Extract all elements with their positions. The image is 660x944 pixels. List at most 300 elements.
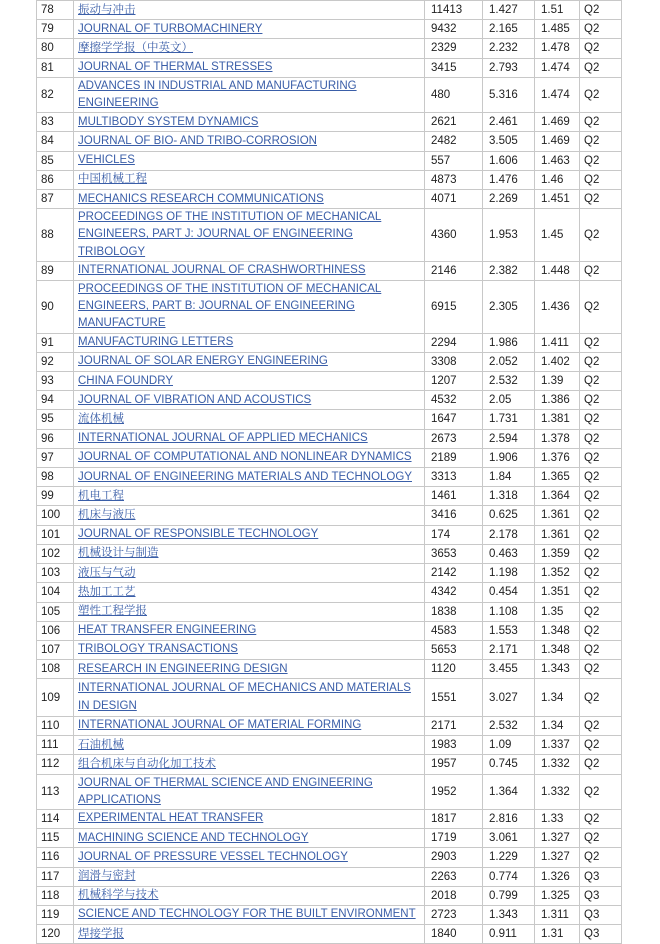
journal-link[interactable]: INTERNATIONAL JOURNAL OF CRASHWORTHINESS [78, 264, 366, 277]
score-cell: 1.51 [535, 1, 580, 20]
journal-link[interactable]: INTERNATIONAL JOURNAL OF MATERIAL FORMING [78, 719, 362, 732]
journal-link[interactable]: PROCEEDINGS OF THE INSTITUTION OF MECHANICAL ENGINEERS, PART B: JOURNAL OF ENGINEERING MANUFACTURE [78, 283, 382, 330]
journal-name-cell [74, 525, 425, 544]
score-cell: 1.311 [535, 905, 580, 924]
impact-factor-cell: 2.816 [483, 809, 535, 828]
rank-cell: 92 [37, 352, 74, 371]
score-cell: 1.485 [535, 20, 580, 39]
journal-name-cell [74, 544, 425, 563]
table-row [37, 20, 622, 39]
journal-name-cell [74, 640, 425, 659]
journal-link[interactable]: 机床与液压 [78, 508, 136, 521]
score-cell: 1.436 [535, 281, 580, 334]
impact-factor-cell: 1.343 [483, 905, 535, 924]
table-row [37, 679, 622, 717]
score-cell: 1.343 [535, 660, 580, 679]
score-cell: 1.326 [535, 867, 580, 886]
score-cell: 1.337 [535, 736, 580, 755]
quartile-cell: Q2 [580, 352, 622, 371]
impact-factor-cell: 2.165 [483, 20, 535, 39]
impact-factor-cell: 2.269 [483, 190, 535, 209]
score-cell: 1.448 [535, 261, 580, 280]
quartile-cell: Q2 [580, 132, 622, 151]
table-row [37, 113, 622, 132]
quartile-cell: Q2 [580, 640, 622, 659]
quartile-cell: Q2 [580, 1, 622, 20]
citations-cell: 2263 [425, 867, 483, 886]
impact-factor-cell: 2.532 [483, 716, 535, 735]
table-row [37, 77, 622, 112]
impact-factor-cell: 1.476 [483, 170, 535, 189]
journal-link[interactable]: JOURNAL OF BIO- AND TRIBO-CORROSION [78, 134, 317, 147]
impact-factor-cell: 2.793 [483, 58, 535, 77]
citations-cell: 3313 [425, 468, 483, 487]
citations-cell: 1120 [425, 660, 483, 679]
journal-ranking-table [36, 0, 622, 944]
quartile-cell: Q2 [580, 209, 622, 262]
score-cell: 1.31 [535, 925, 580, 944]
quartile-cell: Q2 [580, 848, 622, 867]
journal-name-cell [74, 925, 425, 944]
table-row [37, 583, 622, 602]
journal-link[interactable]: 流体机械 [78, 412, 124, 425]
rank-cell: 83 [37, 113, 74, 132]
citations-cell: 2142 [425, 564, 483, 583]
quartile-cell: Q2 [580, 58, 622, 77]
table-row [37, 867, 622, 886]
rank-cell: 118 [37, 886, 74, 905]
impact-factor-cell: 3.505 [483, 132, 535, 151]
table-row [37, 716, 622, 735]
score-cell: 1.348 [535, 640, 580, 659]
score-cell: 1.463 [535, 151, 580, 170]
table-row [37, 261, 622, 280]
table-row [37, 487, 622, 506]
table-row [37, 525, 622, 544]
rank-cell: 94 [37, 391, 74, 410]
score-cell: 1.451 [535, 190, 580, 209]
citations-cell: 2482 [425, 132, 483, 151]
table-row [37, 905, 622, 924]
rank-cell: 99 [37, 487, 74, 506]
quartile-cell: Q2 [580, 487, 622, 506]
rank-cell: 110 [37, 716, 74, 735]
rank-cell: 79 [37, 20, 74, 39]
journal-link[interactable]: JOURNAL OF THERMAL STRESSES [78, 61, 273, 74]
quartile-cell: Q2 [580, 20, 622, 39]
score-cell: 1.33 [535, 809, 580, 828]
score-cell: 1.332 [535, 774, 580, 809]
journal-name-cell [74, 660, 425, 679]
journal-name-cell [74, 20, 425, 39]
table-row [37, 352, 622, 371]
journal-link[interactable]: JOURNAL OF COMPUTATIONAL AND NONLINEAR DYNAMICS [78, 451, 412, 464]
score-cell: 1.364 [535, 487, 580, 506]
rank-cell: 117 [37, 867, 74, 886]
quartile-cell: Q2 [580, 525, 622, 544]
citations-cell: 6915 [425, 281, 483, 334]
journal-link[interactable]: JOURNAL OF SOLAR ENERGY ENGINEERING [78, 355, 328, 368]
citations-cell: 4583 [425, 621, 483, 640]
quartile-cell: Q2 [580, 774, 622, 809]
citations-cell: 5653 [425, 640, 483, 659]
score-cell: 1.327 [535, 829, 580, 848]
journal-link[interactable]: INTERNATIONAL JOURNAL OF APPLIED MECHANICS [78, 432, 368, 445]
score-cell: 1.359 [535, 544, 580, 563]
rank-cell: 78 [37, 1, 74, 20]
citations-cell: 1838 [425, 602, 483, 621]
journal-link[interactable]: 机械设计与制造 [78, 547, 159, 560]
citations-cell: 1647 [425, 410, 483, 429]
score-cell: 1.35 [535, 602, 580, 621]
citations-cell: 9432 [425, 20, 483, 39]
quartile-cell: Q2 [580, 77, 622, 112]
journal-link[interactable]: MANUFACTURING LETTERS [78, 336, 234, 349]
journal-link[interactable]: ADVANCES IN INDUSTRIAL AND MANUFACTURING ENGINEERING [78, 79, 357, 110]
journal-link[interactable]: JOURNAL OF THERMAL SCIENCE AND ENGINEERING APPLICATIONS [78, 776, 373, 806]
table-row [37, 372, 622, 391]
table-row [37, 448, 622, 467]
table-row [37, 132, 622, 151]
score-cell: 1.351 [535, 583, 580, 602]
citations-cell: 2723 [425, 905, 483, 924]
citations-cell: 1952 [425, 774, 483, 809]
journal-link[interactable]: 液压与气动 [78, 566, 136, 579]
journal-name-cell [74, 190, 425, 209]
citations-cell: 1957 [425, 755, 483, 774]
rank-cell: 103 [37, 564, 74, 583]
journal-link[interactable]: 振动与冲击 [78, 3, 136, 16]
impact-factor-cell: 1.427 [483, 1, 535, 20]
quartile-cell: Q2 [580, 809, 622, 828]
journal-name-cell [74, 716, 425, 735]
impact-factor-cell: 1.953 [483, 209, 535, 262]
citations-cell: 1551 [425, 679, 483, 717]
citations-cell: 1983 [425, 736, 483, 755]
journal-table-body [37, 1, 622, 944]
journal-link[interactable]: 机电工程 [78, 489, 124, 502]
journal-name-cell [74, 583, 425, 602]
score-cell: 1.386 [535, 391, 580, 410]
citations-cell: 2903 [425, 848, 483, 867]
table-row [37, 755, 622, 774]
rank-cell: 114 [37, 809, 74, 828]
score-cell: 1.376 [535, 448, 580, 467]
citations-cell: 174 [425, 525, 483, 544]
rank-cell: 104 [37, 583, 74, 602]
journal-link[interactable]: 机械科学与技术 [78, 889, 159, 902]
citations-cell: 2018 [425, 886, 483, 905]
citations-cell: 4532 [425, 391, 483, 410]
citations-cell: 1461 [425, 487, 483, 506]
rank-cell: 95 [37, 410, 74, 429]
impact-factor-cell: 1.108 [483, 602, 535, 621]
quartile-cell: Q3 [580, 886, 622, 905]
rank-cell: 98 [37, 468, 74, 487]
impact-factor-cell: 2.594 [483, 429, 535, 448]
journal-name-cell [74, 448, 425, 467]
score-cell: 1.327 [535, 848, 580, 867]
journal-link[interactable]: 中国机械工程 [78, 173, 147, 186]
score-cell: 1.332 [535, 755, 580, 774]
journal-link[interactable]: CHINA FOUNDRY [78, 374, 173, 387]
rank-cell: 81 [37, 58, 74, 77]
rank-cell: 80 [37, 39, 74, 58]
journal-link[interactable]: JOURNAL OF RESPONSIBLE TECHNOLOGY [78, 528, 319, 541]
score-cell: 1.469 [535, 113, 580, 132]
table-row [37, 544, 622, 563]
journal-name-cell [74, 602, 425, 621]
journal-name-cell [74, 679, 425, 717]
citations-cell: 557 [425, 151, 483, 170]
journal-name-cell [74, 170, 425, 189]
quartile-cell: Q2 [580, 429, 622, 448]
quartile-cell: Q2 [580, 261, 622, 280]
citations-cell: 1719 [425, 829, 483, 848]
impact-factor-cell: 0.911 [483, 925, 535, 944]
score-cell: 1.402 [535, 352, 580, 371]
journal-name-cell [74, 621, 425, 640]
journal-link[interactable]: 润滑与密封 [78, 870, 136, 883]
table-row [37, 736, 622, 755]
journal-link[interactable]: HEAT TRANSFER ENGINEERING [78, 624, 257, 637]
impact-factor-cell: 2.05 [483, 391, 535, 410]
journal-link[interactable]: JOURNAL OF PRESSURE VESSEL TECHNOLOGY [78, 850, 348, 863]
rank-cell: 86 [37, 170, 74, 189]
quartile-cell: Q2 [580, 372, 622, 391]
rank-cell: 96 [37, 429, 74, 448]
journal-link[interactable]: PROCEEDINGS OF THE INSTITUTION OF MECHANICAL ENGINEERS, PART J: JOURNAL OF ENGINEERING TRIBOLOGY [78, 211, 382, 258]
impact-factor-cell: 2.532 [483, 372, 535, 391]
rank-cell: 100 [37, 506, 74, 525]
journal-name-cell [74, 151, 425, 170]
score-cell: 1.474 [535, 77, 580, 112]
quartile-cell: Q2 [580, 151, 622, 170]
rank-cell: 107 [37, 640, 74, 659]
rank-cell: 106 [37, 621, 74, 640]
table-row [37, 58, 622, 77]
journal-link[interactable]: MACHINING SCIENCE AND TECHNOLOGY [78, 831, 309, 844]
journal-name-cell [74, 809, 425, 828]
table-row [37, 564, 622, 583]
citations-cell: 1817 [425, 809, 483, 828]
citations-cell: 4873 [425, 170, 483, 189]
score-cell: 1.45 [535, 209, 580, 262]
journal-link[interactable]: 焊接学报 [78, 927, 124, 940]
journal-link[interactable]: JOURNAL OF ENGINEERING MATERIALS AND TECHNOLOGY [78, 470, 412, 483]
citations-cell: 1840 [425, 925, 483, 944]
citations-cell: 480 [425, 77, 483, 112]
journal-link[interactable]: MULTIBODY SYSTEM DYNAMICS [78, 115, 259, 128]
impact-factor-cell: 1.09 [483, 736, 535, 755]
score-cell: 1.478 [535, 39, 580, 58]
rank-cell: 102 [37, 544, 74, 563]
journal-link[interactable]: INTERNATIONAL JOURNAL OF MECHANICS AND MATERIALS IN DESIGN [78, 682, 411, 712]
table-row [37, 190, 622, 209]
quartile-cell: Q2 [580, 679, 622, 717]
rank-cell: 88 [37, 209, 74, 262]
rank-cell: 84 [37, 132, 74, 151]
journal-link[interactable]: JOURNAL OF TURBOMACHINERY [78, 22, 263, 35]
journal-name-cell [74, 132, 425, 151]
citations-cell: 2171 [425, 716, 483, 735]
score-cell: 1.365 [535, 468, 580, 487]
impact-factor-cell: 1.606 [483, 151, 535, 170]
table-row [37, 829, 622, 848]
journal-name-cell [74, 429, 425, 448]
journal-name-cell [74, 372, 425, 391]
quartile-cell: Q2 [580, 544, 622, 563]
citations-cell: 2621 [425, 113, 483, 132]
citations-cell: 3653 [425, 544, 483, 563]
quartile-cell: Q2 [580, 736, 622, 755]
impact-factor-cell: 0.454 [483, 583, 535, 602]
quartile-cell: Q2 [580, 829, 622, 848]
quartile-cell: Q2 [580, 39, 622, 58]
quartile-cell: Q2 [580, 190, 622, 209]
rank-cell: 105 [37, 602, 74, 621]
table-row [37, 209, 622, 262]
quartile-cell: Q2 [580, 583, 622, 602]
journal-link[interactable]: 塑性工程学报 [78, 605, 147, 617]
quartile-cell: Q2 [580, 391, 622, 410]
table-row [37, 809, 622, 828]
quartile-cell: Q2 [580, 564, 622, 583]
score-cell: 1.34 [535, 679, 580, 717]
quartile-cell: Q2 [580, 506, 622, 525]
score-cell: 1.46 [535, 170, 580, 189]
score-cell: 1.474 [535, 58, 580, 77]
citations-cell: 3416 [425, 506, 483, 525]
rank-cell: 93 [37, 372, 74, 391]
quartile-cell: Q2 [580, 448, 622, 467]
journal-name-cell [74, 564, 425, 583]
impact-factor-cell: 2.305 [483, 281, 535, 334]
journal-name-cell [74, 77, 425, 112]
journal-name-cell [74, 468, 425, 487]
journal-link[interactable]: 石油机械 [78, 738, 124, 751]
journal-link[interactable]: 组合机床与自动化加工技术 [78, 757, 216, 770]
citations-cell: 3308 [425, 352, 483, 371]
table-row [37, 1, 622, 20]
citations-cell: 4342 [425, 583, 483, 602]
score-cell: 1.381 [535, 410, 580, 429]
impact-factor-cell: 5.316 [483, 77, 535, 112]
rank-cell: 85 [37, 151, 74, 170]
journal-name-cell [74, 333, 425, 352]
table-row [37, 410, 622, 429]
score-cell: 1.469 [535, 132, 580, 151]
journal-link[interactable]: SCIENCE AND TECHNOLOGY FOR THE BUILT ENVIRONMENT [78, 908, 416, 921]
journal-name-cell [74, 755, 425, 774]
score-cell: 1.361 [535, 525, 580, 544]
impact-factor-cell: 1.986 [483, 333, 535, 352]
rank-cell: 111 [37, 736, 74, 755]
rank-cell: 97 [37, 448, 74, 467]
journal-link[interactable]: 热加工工艺 [78, 585, 136, 598]
journal-link[interactable]: JOURNAL OF VIBRATION AND ACOUSTICS [78, 393, 312, 406]
rank-cell: 109 [37, 679, 74, 717]
citations-cell: 4360 [425, 209, 483, 262]
rank-cell: 101 [37, 525, 74, 544]
journal-name-cell [74, 487, 425, 506]
table-row [37, 621, 622, 640]
impact-factor-cell: 3.027 [483, 679, 535, 717]
journal-link[interactable]: EXPERIMENTAL HEAT TRANSFER [78, 812, 264, 825]
citations-cell: 1207 [425, 372, 483, 391]
impact-factor-cell: 1.731 [483, 410, 535, 429]
rank-cell: 108 [37, 660, 74, 679]
rank-cell: 89 [37, 261, 74, 280]
impact-factor-cell: 1.318 [483, 487, 535, 506]
journal-link[interactable]: RESEARCH IN ENGINEERING DESIGN [78, 662, 288, 675]
table-row [37, 886, 622, 905]
table-row [37, 506, 622, 525]
journal-name-cell [74, 829, 425, 848]
impact-factor-cell: 0.799 [483, 886, 535, 905]
journal-name-cell [74, 1, 425, 20]
journal-name-cell [74, 113, 425, 132]
journal-name-cell [74, 261, 425, 280]
quartile-cell: Q3 [580, 925, 622, 944]
table-row [37, 429, 622, 448]
rank-cell: 112 [37, 755, 74, 774]
citations-cell: 2673 [425, 429, 483, 448]
table-row [37, 391, 622, 410]
table-row [37, 281, 622, 334]
rank-cell: 119 [37, 905, 74, 924]
score-cell: 1.34 [535, 716, 580, 735]
journal-link[interactable]: VEHICLES [78, 154, 135, 167]
journal-name-cell [74, 506, 425, 525]
impact-factor-cell: 1.229 [483, 848, 535, 867]
quartile-cell: Q2 [580, 621, 622, 640]
impact-factor-cell: 0.463 [483, 544, 535, 563]
quartile-cell: Q2 [580, 410, 622, 429]
journal-name-cell [74, 410, 425, 429]
quartile-cell: Q2 [580, 113, 622, 132]
table-row [37, 170, 622, 189]
rank-cell: 116 [37, 848, 74, 867]
journal-name-cell [74, 867, 425, 886]
score-cell: 1.361 [535, 506, 580, 525]
journal-name-cell [74, 58, 425, 77]
journal-link[interactable]: 摩擦学学报（中英文） [78, 41, 193, 54]
impact-factor-cell: 1.553 [483, 621, 535, 640]
table-row [37, 333, 622, 352]
citations-cell: 4071 [425, 190, 483, 209]
impact-factor-cell: 2.382 [483, 261, 535, 280]
impact-factor-cell: 3.061 [483, 829, 535, 848]
score-cell: 1.352 [535, 564, 580, 583]
quartile-cell: Q2 [580, 755, 622, 774]
score-cell: 1.348 [535, 621, 580, 640]
journal-link[interactable]: TRIBOLOGY TRANSACTIONS [78, 643, 238, 656]
quartile-cell: Q2 [580, 281, 622, 334]
rank-cell: 115 [37, 829, 74, 848]
journal-link[interactable]: MECHANICS RESEARCH COMMUNICATIONS [78, 192, 324, 205]
impact-factor-cell: 2.232 [483, 39, 535, 58]
citations-cell: 11413 [425, 1, 483, 20]
quartile-cell: Q2 [580, 602, 622, 621]
journal-name-cell [74, 774, 425, 809]
table-row [37, 925, 622, 944]
table-row [37, 39, 622, 58]
impact-factor-cell: 1.198 [483, 564, 535, 583]
table-row [37, 468, 622, 487]
table-row [37, 640, 622, 659]
quartile-cell: Q2 [580, 716, 622, 735]
